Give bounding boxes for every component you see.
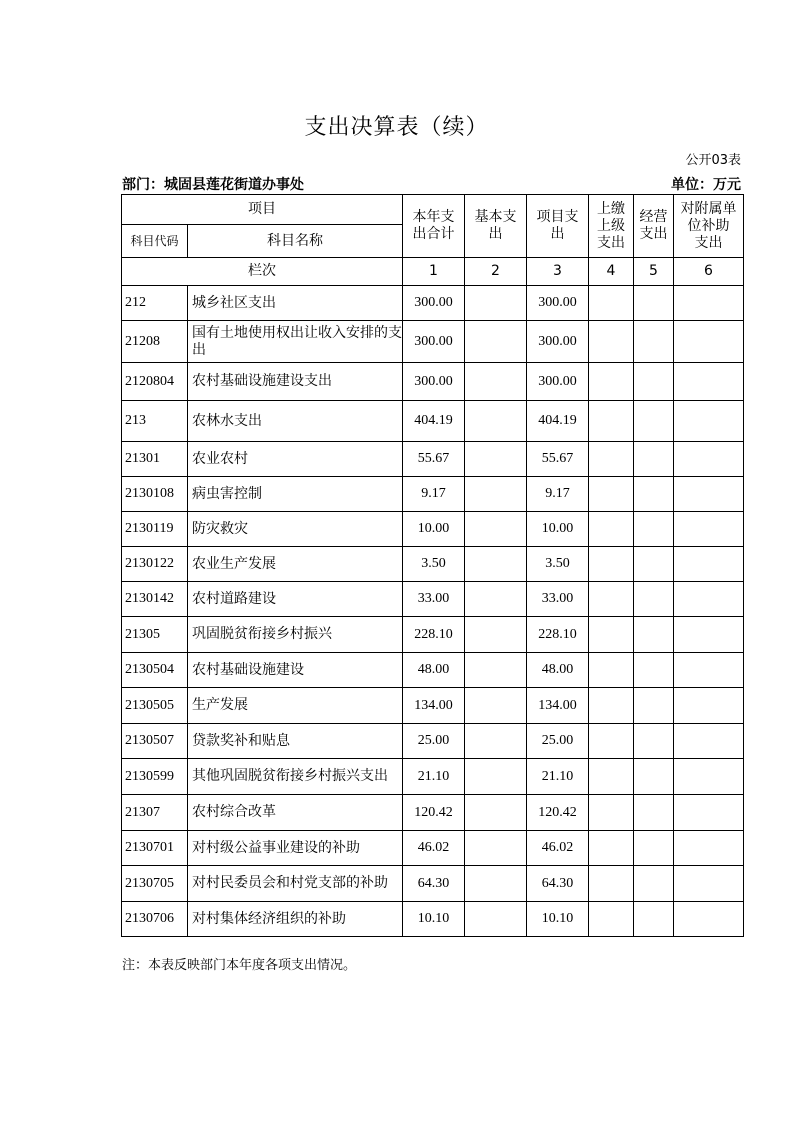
header-upper <box>589 195 634 258</box>
table-row <box>122 582 744 617</box>
row-subsidy <box>674 617 744 653</box>
row-subsidy <box>674 477 744 512</box>
row-subsidy <box>674 401 744 442</box>
row-code: 2120804 <box>122 363 188 401</box>
col-num-4: 4 <box>589 258 634 286</box>
row-subsidy <box>674 442 744 477</box>
header-item-line1: 项目支 <box>536 209 579 225</box>
department-label: 部门：城固县莲花街道办事处 <box>122 177 304 193</box>
row-subsidy <box>674 724 744 759</box>
header-basic-line2: 出 <box>488 226 503 242</box>
table-row <box>122 401 744 442</box>
row-item: 46.02 <box>527 831 589 866</box>
header-upper-line2: 上级 <box>597 217 625 234</box>
row-name: 生产发展 <box>188 688 403 724</box>
row-subsidy <box>674 759 744 795</box>
table-row <box>122 759 744 795</box>
row-code: 21301 <box>122 442 188 477</box>
col-num-1: 1 <box>403 258 465 286</box>
footnote: 注：本表反映部门本年度各项支出情况。 <box>122 958 357 973</box>
row-upper <box>589 902 634 937</box>
header-item <box>527 195 589 258</box>
row-business <box>634 759 674 795</box>
expenditure-table <box>121 194 744 937</box>
row-total: 300.00 <box>403 321 465 363</box>
row-code: 2130701 <box>122 831 188 866</box>
row-name: 对村集体经济组织的补助 <box>188 902 403 937</box>
header-basic <box>465 195 527 258</box>
row-total: 228.10 <box>403 617 465 653</box>
row-name: 农林水支出 <box>188 401 403 442</box>
header-total-line1: 本年支 <box>412 209 455 225</box>
row-total: 64.30 <box>403 866 465 902</box>
row-business <box>634 477 674 512</box>
row-business <box>634 286 674 321</box>
row-code: 2130119 <box>122 512 188 547</box>
row-subsidy <box>674 286 744 321</box>
row-business <box>634 902 674 937</box>
table-row <box>122 321 744 363</box>
row-business <box>634 724 674 759</box>
row-total: 9.17 <box>403 477 465 512</box>
header-upper-line3: 支出 <box>597 234 625 251</box>
table-row <box>122 512 744 547</box>
row-upper <box>589 688 634 724</box>
header-business-line2: 支出 <box>639 226 668 242</box>
row-upper <box>589 724 634 759</box>
row-business <box>634 547 674 582</box>
row-basic <box>465 286 527 321</box>
row-name: 农村道路建设 <box>188 582 403 617</box>
row-name: 农业生产发展 <box>188 547 403 582</box>
row-basic <box>465 759 527 795</box>
row-name: 对村级公益事业建设的补助 <box>188 831 403 866</box>
row-upper <box>589 866 634 902</box>
row-name: 农村基础设施建设 <box>188 653 403 688</box>
row-basic <box>465 902 527 937</box>
row-business <box>634 401 674 442</box>
col-num-6: 6 <box>674 258 744 286</box>
row-name: 巩固脱贫衔接乡村振兴 <box>188 617 403 653</box>
header-name: 科目名称 <box>188 225 403 258</box>
row-business <box>634 653 674 688</box>
row-total: 300.00 <box>403 286 465 321</box>
row-upper <box>589 363 634 401</box>
table-row <box>122 902 744 937</box>
row-item: 120.42 <box>527 795 589 831</box>
row-item: 228.10 <box>527 617 589 653</box>
header-basic-line1: 基本支 <box>474 209 517 225</box>
row-basic <box>465 401 527 442</box>
table-row <box>122 688 744 724</box>
row-code: 2130705 <box>122 866 188 902</box>
row-name: 农村综合改革 <box>188 795 403 831</box>
row-item: 9.17 <box>527 477 589 512</box>
row-upper <box>589 401 634 442</box>
row-code: 213 <box>122 401 188 442</box>
row-business <box>634 321 674 363</box>
row-total: 10.10 <box>403 902 465 937</box>
row-code: 2130507 <box>122 724 188 759</box>
row-total: 55.67 <box>403 442 465 477</box>
row-business <box>634 617 674 653</box>
row-basic <box>465 321 527 363</box>
row-business <box>634 795 674 831</box>
page-title: 支出决算表（续） <box>304 115 489 140</box>
row-item: 33.00 <box>527 582 589 617</box>
row-basic <box>465 831 527 866</box>
row-code: 21305 <box>122 617 188 653</box>
row-basic <box>465 688 527 724</box>
row-item: 10.10 <box>527 902 589 937</box>
row-subsidy <box>674 321 744 363</box>
table-row <box>122 286 744 321</box>
row-code: 2130599 <box>122 759 188 795</box>
header-upper-line1: 上缴 <box>597 200 625 217</box>
row-upper <box>589 286 634 321</box>
row-basic <box>465 363 527 401</box>
row-business <box>634 582 674 617</box>
row-upper <box>589 477 634 512</box>
col-num-2: 2 <box>465 258 527 286</box>
row-item: 404.19 <box>527 401 589 442</box>
row-subsidy <box>674 547 744 582</box>
row-total: 25.00 <box>403 724 465 759</box>
row-code: 2130142 <box>122 582 188 617</box>
row-name: 其他巩固脱贫衔接乡村振兴支出 <box>188 759 403 795</box>
header-business <box>634 195 674 258</box>
row-code: 21307 <box>122 795 188 831</box>
row-total: 120.42 <box>403 795 465 831</box>
row-subsidy <box>674 831 744 866</box>
row-upper <box>589 512 634 547</box>
row-item: 300.00 <box>527 363 589 401</box>
row-upper <box>589 582 634 617</box>
row-item: 300.00 <box>527 286 589 321</box>
row-total: 21.10 <box>403 759 465 795</box>
header-item-line2: 出 <box>550 226 565 242</box>
row-total: 33.00 <box>403 582 465 617</box>
table-row <box>122 617 744 653</box>
row-item: 48.00 <box>527 653 589 688</box>
form-number: 公开03表 <box>685 153 741 168</box>
table-row <box>122 477 744 512</box>
row-name: 防灾救灾 <box>188 512 403 547</box>
row-total: 48.00 <box>403 653 465 688</box>
header-subsidy-line1: 对附属单 <box>680 200 737 217</box>
row-code: 2130504 <box>122 653 188 688</box>
header-subsidy <box>674 195 744 258</box>
row-subsidy <box>674 512 744 547</box>
row-total: 134.00 <box>403 688 465 724</box>
row-total: 46.02 <box>403 831 465 866</box>
row-business <box>634 688 674 724</box>
row-code: 2130108 <box>122 477 188 512</box>
row-item: 3.50 <box>527 547 589 582</box>
row-business <box>634 866 674 902</box>
header-subsidy-line3: 支出 <box>694 234 723 251</box>
col-num-5: 5 <box>634 258 674 286</box>
row-basic <box>465 653 527 688</box>
header-total <box>403 195 465 258</box>
row-basic <box>465 547 527 582</box>
row-item: 25.00 <box>527 724 589 759</box>
row-name: 农村基础设施建设支出 <box>188 363 403 401</box>
row-subsidy <box>674 653 744 688</box>
row-business <box>634 831 674 866</box>
row-subsidy <box>674 582 744 617</box>
row-subsidy <box>674 902 744 937</box>
unit-label: 单位：万元 <box>671 177 741 193</box>
row-total: 10.00 <box>403 512 465 547</box>
row-subsidy <box>674 363 744 401</box>
row-total: 3.50 <box>403 547 465 582</box>
row-basic <box>465 442 527 477</box>
row-item: 10.00 <box>527 512 589 547</box>
row-business <box>634 363 674 401</box>
row-name: 城乡社区支出 <box>188 286 403 321</box>
row-basic <box>465 617 527 653</box>
row-upper <box>589 547 634 582</box>
row-subsidy <box>674 688 744 724</box>
table-row <box>122 866 744 902</box>
header-business-line1: 经营 <box>639 209 668 225</box>
table-row <box>122 547 744 582</box>
row-business <box>634 442 674 477</box>
header-subsidy-line2: 位补助 <box>687 217 730 234</box>
row-subsidy <box>674 795 744 831</box>
row-name: 农业农村 <box>188 442 403 477</box>
header-code: 科目代码 <box>122 225 188 258</box>
row-code: 2130706 <box>122 902 188 937</box>
table-row <box>122 724 744 759</box>
row-total: 300.00 <box>403 363 465 401</box>
row-name: 对村民委员会和村党支部的补助 <box>188 866 403 902</box>
row-name: 贷款奖补和贴息 <box>188 724 403 759</box>
row-code: 212 <box>122 286 188 321</box>
row-business <box>634 512 674 547</box>
table-row <box>122 363 744 401</box>
row-subsidy <box>674 866 744 902</box>
row-item: 21.10 <box>527 759 589 795</box>
row-upper <box>589 831 634 866</box>
table-row <box>122 653 744 688</box>
row-basic <box>465 477 527 512</box>
table-row <box>122 831 744 866</box>
row-upper <box>589 442 634 477</box>
table-row <box>122 795 744 831</box>
header-project: 项目 <box>122 195 403 225</box>
row-code: 2130505 <box>122 688 188 724</box>
row-item: 300.00 <box>527 321 589 363</box>
row-code: 2130122 <box>122 547 188 582</box>
row-upper <box>589 321 634 363</box>
row-basic <box>465 866 527 902</box>
row-upper <box>589 617 634 653</box>
row-item: 134.00 <box>527 688 589 724</box>
row-code: 21208 <box>122 321 188 363</box>
row-basic <box>465 724 527 759</box>
header-total-line2: 出合计 <box>412 226 455 242</box>
row-name: 国有土地使用权出让收入安排的支出 <box>188 321 403 363</box>
table-row <box>122 442 744 477</box>
row-upper <box>589 795 634 831</box>
row-name: 病虫害控制 <box>188 477 403 512</box>
row-basic <box>465 582 527 617</box>
header-lanci: 栏次 <box>122 258 403 286</box>
row-total: 404.19 <box>403 401 465 442</box>
col-num-3: 3 <box>527 258 589 286</box>
row-basic <box>465 795 527 831</box>
row-item: 64.30 <box>527 866 589 902</box>
row-item: 55.67 <box>527 442 589 477</box>
row-basic <box>465 512 527 547</box>
row-upper <box>589 759 634 795</box>
row-upper <box>589 653 634 688</box>
